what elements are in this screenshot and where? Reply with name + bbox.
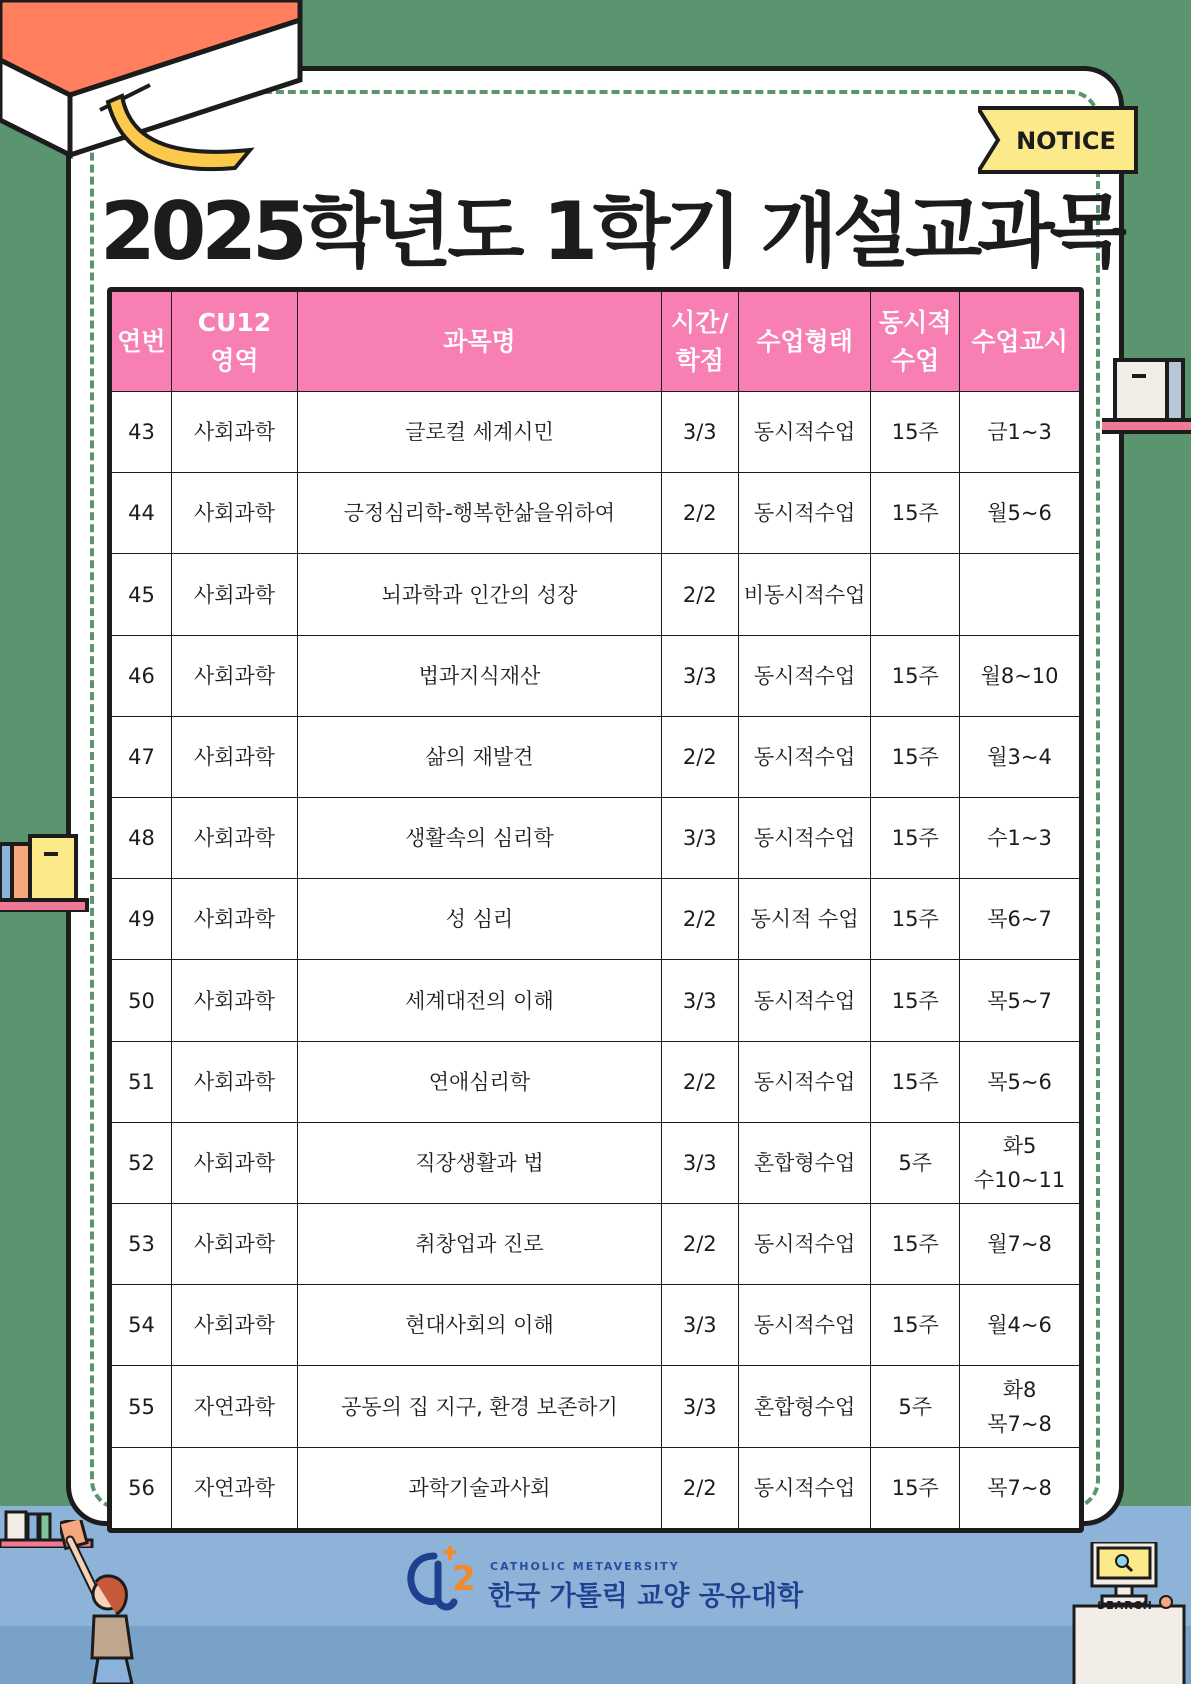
cell-area: 사회과학 (171, 473, 297, 554)
cell-number: 56 (112, 1447, 172, 1528)
cell-sync-weeks: 15주 (871, 798, 960, 879)
cell-class-type: 비동시적수업 (738, 554, 871, 635)
table-header-row (112, 292, 1080, 392)
logo-title: 한국 가톨릭 교양 공유대학 (488, 1581, 804, 1612)
cell-class-period (960, 554, 1080, 635)
shelf-box-icon (0, 832, 90, 912)
cell-number: 46 (112, 635, 172, 716)
cell-area: 사회과학 (171, 1122, 297, 1203)
cell-sync-weeks: 15주 (871, 473, 960, 554)
cell-hours-credits: 2/2 (661, 554, 738, 635)
cell-course-name: 세계대전의 이해 (298, 960, 662, 1041)
cell-area: 자연과학 (171, 1366, 297, 1447)
cell-class-type: 동시적수업 (738, 1447, 871, 1528)
cell-area: 사회과학 (171, 1041, 297, 1122)
cell-class-type: 혼합형수업 (738, 1122, 871, 1203)
cell-sync-weeks: 15주 (871, 392, 960, 473)
cell-course-name: 생활속의 심리학 (298, 798, 662, 879)
cell-sync-weeks: 15주 (871, 716, 960, 797)
table-row (112, 392, 1080, 473)
cell-area: 자연과학 (171, 1447, 297, 1528)
cell-number: 48 (112, 798, 172, 879)
cell-sync-weeks: 15주 (871, 1204, 960, 1285)
cell-area: 사회과학 (171, 392, 297, 473)
search-label: SEARCH (1097, 1599, 1153, 1612)
cell-number: 54 (112, 1285, 172, 1366)
svg-text:2: 2 (452, 1559, 476, 1599)
floor-band (0, 1626, 1191, 1684)
cell-class-type: 혼합형수업 (738, 1366, 871, 1447)
cell-class-period: 월4~6 (960, 1285, 1080, 1366)
cell-class-period: 목5~7 (960, 960, 1080, 1041)
cell-sync-weeks: 5주 (871, 1366, 960, 1447)
cell-area: 사회과학 (171, 1204, 297, 1285)
header-number: 연번 (112, 292, 172, 392)
cell-sync-weeks: 15주 (871, 1285, 960, 1366)
table-row (112, 554, 1080, 635)
header-course-name: 과목명 (298, 292, 662, 392)
table-row (112, 798, 1080, 879)
shelf-box-icon (1102, 358, 1191, 438)
cell-course-name: 연애심리학 (298, 1041, 662, 1122)
header-area: CU12 영역 (171, 292, 297, 392)
cell-class-period: 화5 수10~11 (960, 1122, 1080, 1203)
cell-sync-weeks: 15주 (871, 1447, 960, 1528)
table-row (112, 1122, 1080, 1203)
cell-sync-weeks: 15주 (871, 960, 960, 1041)
cell-hours-credits: 3/3 (661, 392, 738, 473)
course-table-frame (107, 287, 1084, 1533)
cell-course-name: 법과지식재산 (298, 635, 662, 716)
cell-area: 사회과학 (171, 1285, 297, 1366)
cell-number: 43 (112, 392, 172, 473)
cell-class-period: 월3~4 (960, 716, 1080, 797)
cell-class-period: 화8 목7~8 (960, 1366, 1080, 1447)
cell-number: 53 (112, 1204, 172, 1285)
cell-course-name: 삶의 재발견 (298, 716, 662, 797)
notice-label: NOTICE (1016, 127, 1116, 155)
cell-number: 45 (112, 554, 172, 635)
cell-class-type: 동시적수업 (738, 473, 871, 554)
table-row (112, 1366, 1080, 1447)
cell-course-name: 긍정심리학-행복한삶을위하여 (298, 473, 662, 554)
table-row (112, 1204, 1080, 1285)
cell-hours-credits: 3/3 (661, 1285, 738, 1366)
cell-area: 사회과학 (171, 879, 297, 960)
cell-sync-weeks (871, 554, 960, 635)
cell-sync-weeks: 15주 (871, 635, 960, 716)
cell-class-period: 목6~7 (960, 879, 1080, 960)
table-row (112, 1447, 1080, 1528)
cell-class-type: 동시적수업 (738, 392, 871, 473)
book-icon (0, 0, 310, 180)
cell-area: 사회과학 (171, 798, 297, 879)
cell-area: 사회과학 (171, 960, 297, 1041)
cell-number: 44 (112, 473, 172, 554)
course-table (111, 291, 1080, 1529)
header-class-period: 수업교시 (960, 292, 1080, 392)
cell-class-period: 수1~3 (960, 798, 1080, 879)
cell-number: 51 (112, 1041, 172, 1122)
cell-class-type: 동시적수업 (738, 1285, 871, 1366)
logo-subtitle: CATHOLIC METAVERSITY (490, 1560, 680, 1573)
cell-course-name: 현대사회의 이해 (298, 1285, 662, 1366)
cell-hours-credits: 3/3 (661, 798, 738, 879)
table-row (112, 1285, 1080, 1366)
cell-hours-credits: 3/3 (661, 1366, 738, 1447)
cell-hours-credits: 2/2 (661, 879, 738, 960)
cell-number: 49 (112, 879, 172, 960)
cell-class-period: 금1~3 (960, 392, 1080, 473)
cell-course-name: 직장생활과 법 (298, 1122, 662, 1203)
table-row (112, 879, 1080, 960)
cell-class-period: 월7~8 (960, 1204, 1080, 1285)
table-row (112, 960, 1080, 1041)
cell-hours-credits: 2/2 (661, 1204, 738, 1285)
cell-course-name: 뇌과학과 인간의 성장 (298, 554, 662, 635)
header-hours-credits: 시간/ 학점 (661, 292, 738, 392)
cell-class-period: 목5~6 (960, 1041, 1080, 1122)
cell-class-type: 동시적수업 (738, 1204, 871, 1285)
cell-class-type: 동시적수업 (738, 635, 871, 716)
cell-sync-weeks: 15주 (871, 879, 960, 960)
table-row (112, 716, 1080, 797)
table-row (112, 635, 1080, 716)
cell-area: 사회과학 (171, 554, 297, 635)
cell-class-type: 동시적수업 (738, 798, 871, 879)
cell-hours-credits: 2/2 (661, 473, 738, 554)
cell-class-period: 월5~6 (960, 473, 1080, 554)
cell-class-period: 목7~8 (960, 1447, 1080, 1528)
header-sync-class: 동시적 수업 (871, 292, 960, 392)
cell-class-type: 동시적수업 (738, 716, 871, 797)
cell-number: 50 (112, 960, 172, 1041)
cell-hours-credits: 3/3 (661, 635, 738, 716)
cell-hours-credits: 2/2 (661, 1447, 738, 1528)
table-row (112, 473, 1080, 554)
cell-class-type: 동시적 수업 (738, 879, 871, 960)
cell-course-name: 글로컬 세계시민 (298, 392, 662, 473)
cell-course-name: 취창업과 진로 (298, 1204, 662, 1285)
cell-class-type: 동시적수업 (738, 960, 871, 1041)
cell-hours-credits: 2/2 (661, 1041, 738, 1122)
cell-number: 52 (112, 1122, 172, 1203)
cell-class-period: 월8~10 (960, 635, 1080, 716)
cell-course-name: 성 심리 (298, 879, 662, 960)
cell-hours-credits: 2/2 (661, 716, 738, 797)
cell-area: 사회과학 (171, 635, 297, 716)
page-title: 2025학년도 1학기 개설교과목 (100, 185, 1122, 278)
cell-course-name: 공동의 집 지구, 환경 보존하기 (298, 1366, 662, 1447)
header-class-type: 수업형태 (738, 292, 871, 392)
cu12-logo-icon (404, 1544, 484, 1612)
cell-sync-weeks: 15주 (871, 1041, 960, 1122)
cell-hours-credits: 3/3 (661, 1122, 738, 1203)
cell-course-name: 과학기술과사회 (298, 1447, 662, 1528)
cell-area: 사회과학 (171, 716, 297, 797)
cell-number: 55 (112, 1366, 172, 1447)
table-row (112, 1041, 1080, 1122)
cell-number: 47 (112, 716, 172, 797)
cell-sync-weeks: 5주 (871, 1122, 960, 1203)
girl-illustration (60, 1520, 150, 1684)
cell-class-type: 동시적수업 (738, 1041, 871, 1122)
cell-hours-credits: 3/3 (661, 960, 738, 1041)
